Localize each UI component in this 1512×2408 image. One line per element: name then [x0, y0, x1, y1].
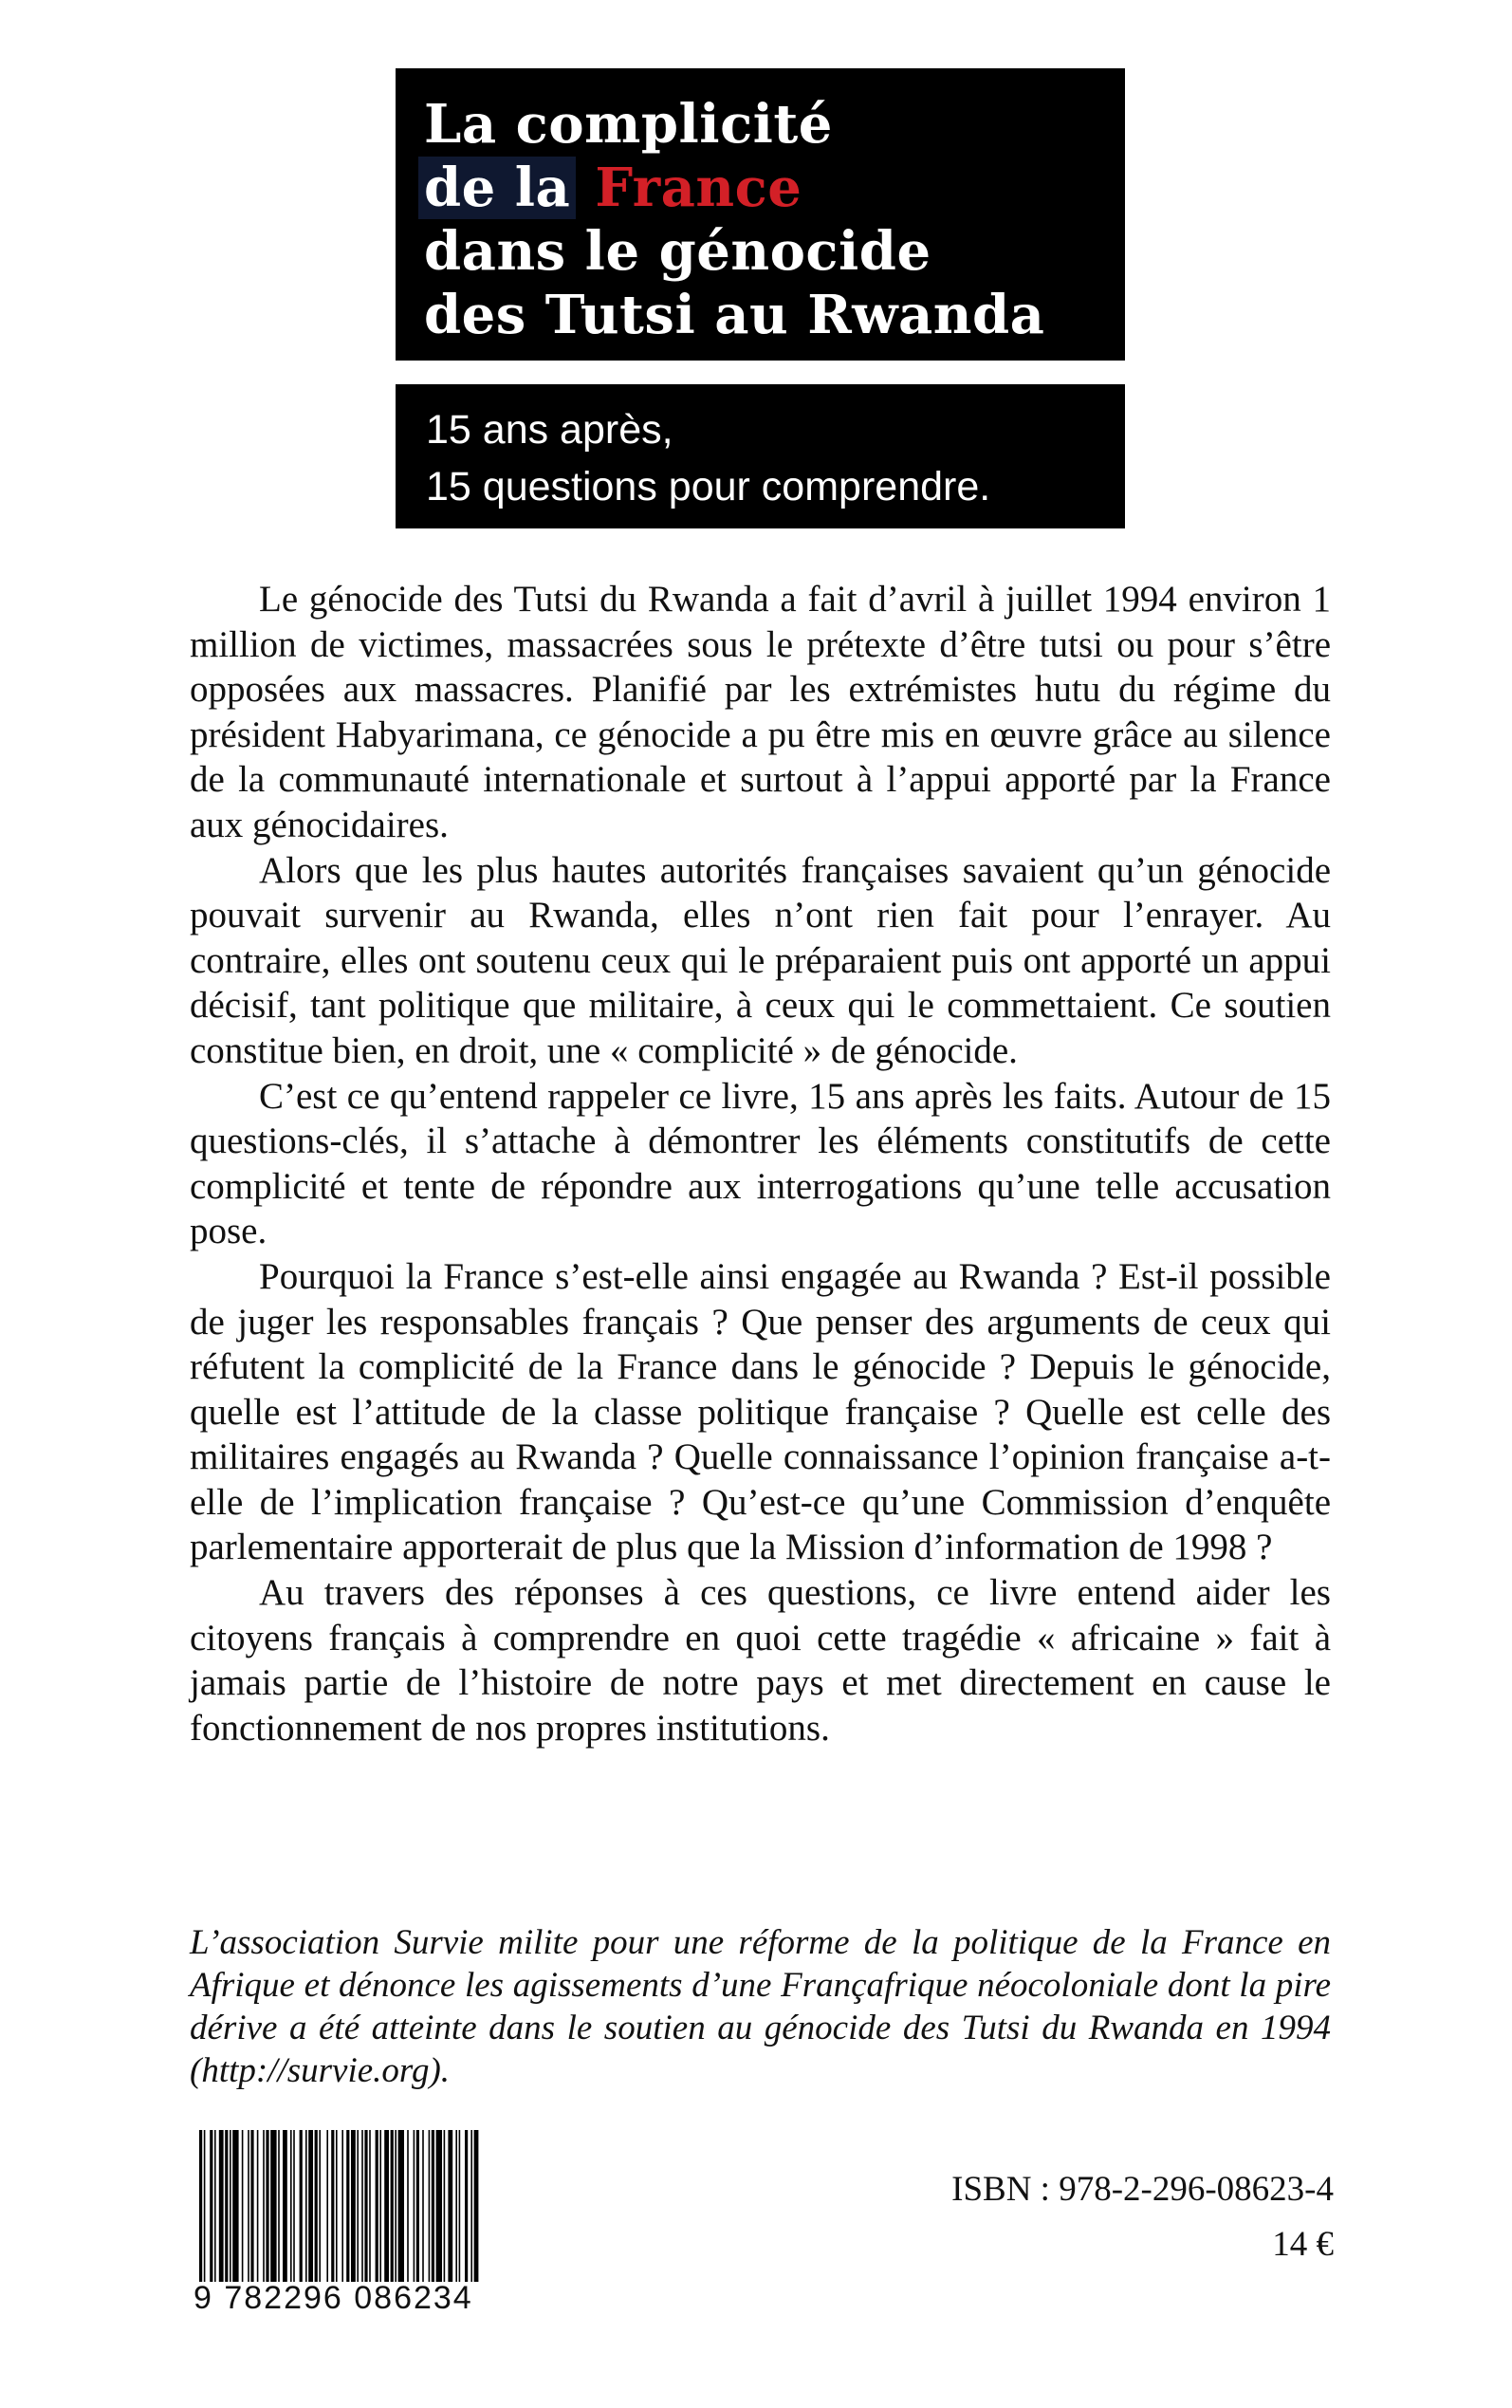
barcode-bar	[436, 2130, 442, 2282]
barcode-bar	[248, 2130, 249, 2282]
subtitle-line-1: 15 ans après,	[426, 407, 673, 453]
title-line-3: dans le génocide	[424, 220, 931, 283]
barcode-bar	[283, 2130, 287, 2282]
barcode-bar	[230, 2130, 231, 2282]
title-line-1: La complicité	[424, 93, 833, 156]
barcode-bar	[448, 2130, 452, 2282]
title-box	[396, 68, 1125, 361]
barcode-bar	[351, 2130, 356, 2282]
barcode-bar	[319, 2130, 321, 2282]
barcode-bar	[278, 2130, 280, 2282]
paragraph-3: C’est ce qu’entend rappeler ce livre, 15 ans après les faits. Autour de 15 questions-clés, il s’attache à démontrer les éléments constitutifs de cette complicité et tente de répondre aux interrogations qu’une telle accusation pose.	[190, 1075, 1331, 1252]
barcode-bar	[465, 2130, 468, 2282]
barcode-bar	[444, 2130, 446, 2282]
barcode-bar	[422, 2130, 424, 2282]
title-line-4: des Tutsi au Rwanda	[424, 284, 1045, 346]
barcode-bar	[364, 2130, 367, 2282]
barcode-bar	[270, 2130, 276, 2282]
barcode-bar	[305, 2130, 307, 2282]
barcode-bar	[398, 2130, 404, 2282]
barcode-bar	[293, 2130, 295, 2282]
barcode-bar	[357, 2130, 359, 2282]
barcode-bar	[308, 2130, 313, 2282]
barcode-bar	[341, 2130, 343, 2282]
barcode-bar	[455, 2130, 457, 2282]
barcode-bar	[407, 2130, 409, 2282]
barcode-bar	[416, 2130, 419, 2282]
barcode-bar	[391, 2130, 394, 2282]
barcode-bar	[250, 2130, 253, 2282]
barcode-bar	[376, 2130, 378, 2282]
barcode-bar	[459, 2130, 461, 2282]
barcode-bar	[346, 2130, 349, 2282]
barcode-bar	[432, 2130, 434, 2282]
barcode-bar	[219, 2130, 224, 2282]
subtitle-line-2: 15 questions pour comprendre.	[426, 464, 991, 509]
paragraph-4: Pourquoi la France s’est-elle ainsi engagée au Rwanda ? Est-il possible de juger les responsables français ? Que penser des arguments de ceux qui réfutent la complicité de la France dans le génocide ? Depuis le génocide, quelle est l’attitude de la classe politique française ? Quelle est celle des militaires engagés au Rwanda ? Quelle connaissance l’opinion française a-t-elle de l’implication française ? Qu’est-ce qu’une Commission d’enquête parlementaire apporterait de plus que la Mission d’information de 1998 ?	[190, 1255, 1331, 1568]
barcode-bar	[242, 2130, 244, 2282]
barcode-bar	[379, 2130, 381, 2282]
barcode-bar	[326, 2130, 328, 2282]
barcode-bar	[263, 2130, 265, 2282]
paragraph-1: Le génocide des Tutsi du Rwanda a fait d’avril à juillet 1994 environ 1 million de victimes, massacrées sous le prétexte d’être tutsi ou pour s’être opposées aux massacres. Planifié par les extrémistes hutu du régime du président Habyarimana, ce génocide a pu être mis en œuvre grâce au silence de la communauté internationale et surtout à l’appui apporté par la France aux génocidaires.	[190, 579, 1331, 845]
barcode-bar	[232, 2130, 238, 2282]
barcode-bar	[214, 2130, 216, 2282]
title-france: France	[595, 157, 802, 219]
barcode-bar	[395, 2130, 396, 2282]
barcode-bar	[266, 2130, 268, 2282]
barcode-bar	[414, 2130, 415, 2282]
barcode-bars	[197, 2130, 480, 2282]
barcode-bar	[315, 2130, 318, 2282]
barcode-bar	[384, 2130, 389, 2282]
title-highlight-prefix: de la	[418, 157, 576, 219]
barcode-bar	[199, 2130, 202, 2282]
barcode-bar	[470, 2130, 472, 2282]
barcode-bar	[204, 2130, 206, 2282]
subtitle-box	[396, 384, 1125, 528]
price: 14 €	[1272, 2225, 1334, 2264]
barcode-bar	[474, 2130, 479, 2282]
barcode-bar	[336, 2130, 338, 2282]
barcode-bar	[225, 2130, 228, 2282]
barcode	[194, 2130, 480, 2318]
isbn: ISBN : 978-2-296-08623-4	[951, 2170, 1334, 2209]
barcode-bar	[300, 2130, 303, 2282]
barcode-bar	[369, 2130, 371, 2282]
paragraph-2: Alors que les plus hautes autorités françaises savaient qu’un génocide pouvait survenir au Rwanda, elles n’ont rien fait pour l’enrayer. Au contraire, elles ont soutenu ceux qui le préparaient puis ont apporté un appui décisif, tant politique que militaire, à ceux qui le commettaient. Ce soutien constitue bien, en droit, une « complicité » de génocide.	[190, 849, 1331, 1071]
barcode-bar	[290, 2130, 292, 2282]
barcode-bar	[331, 2130, 334, 2282]
barcode-bar	[257, 2130, 259, 2282]
barcode-bar	[361, 2130, 363, 2282]
barcode-digits: 9 782296 086234	[194, 2280, 473, 2316]
title-line-2	[424, 157, 1125, 220]
paragraph-5: Au travers des réponses à ces questions, ce livre entend aider les citoyens français à comprendre en quoi cette tragédie « africaine » fait à jamais partie de l’histoire de notre pays et met directement en cause le fonctionnement de nos propres institutions.	[190, 1572, 1331, 1749]
barcode-bar	[210, 2130, 212, 2282]
barcode-bar	[429, 2130, 431, 2282]
blurb-text	[190, 577, 1331, 1750]
association-note: L’association Survie milite pour une réforme de la politique de la France en Afrique et dénonce les agissements d’une Françafrique néocoloniale dont la pire dérive a été atteinte dans le soutien au génocide des Tutsi du Rwanda en 1994 (http://survie.org).	[190, 1923, 1331, 2090]
